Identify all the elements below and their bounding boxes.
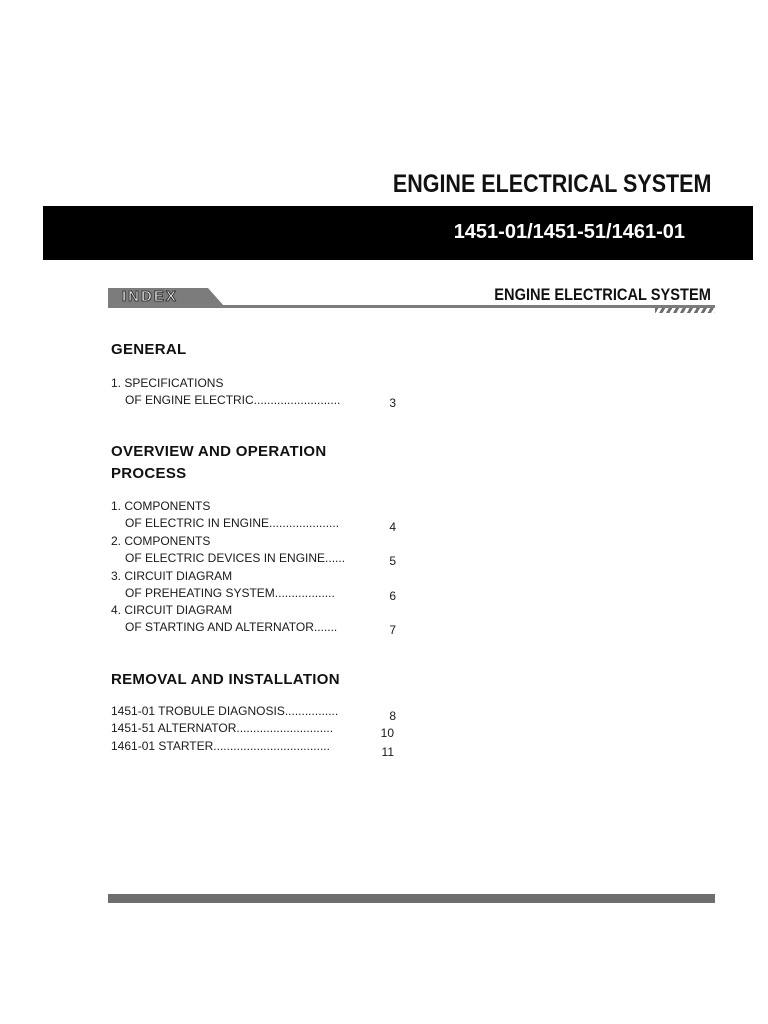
heading-general: GENERAL — [111, 341, 187, 358]
index-rule — [108, 305, 715, 308]
toc-entry-line1[interactable]: 4. CIRCUIT DIAGRAM — [111, 603, 233, 617]
toc-page-number: 3 — [389, 396, 396, 410]
toc-page-number: 5 — [389, 554, 396, 568]
toc-entry[interactable]: 1461-01 STARTER................................... — [111, 739, 330, 753]
toc-entry-line1[interactable]: 1. COMPONENTS — [111, 499, 211, 513]
toc-entry-line2[interactable]: OF PREHEATING SYSTEM.................. — [125, 586, 335, 600]
toc-entry-line1[interactable]: 1. SPECIFICATIONS — [111, 376, 224, 390]
toc-entry-line2[interactable]: OF ENGINE ELECTRIC.......................... — [125, 393, 341, 407]
document-title: ENGINE ELECTRICAL SYSTEM — [392, 170, 711, 198]
toc-page-number: 11 — [381, 745, 394, 759]
part-codes: 1451-01/1451-51/1461-01 — [453, 221, 685, 243]
toc-entry[interactable]: 1451-01 TROBULE DIAGNOSIS................ — [111, 704, 339, 718]
toc-entry-line2[interactable]: OF ELECTRIC IN ENGINE..................... — [125, 516, 340, 530]
hazard-stripes — [655, 308, 715, 313]
index-label: INDEX — [122, 288, 178, 305]
toc-page-number: 8 — [389, 709, 396, 723]
toc-page-number: 4 — [389, 520, 396, 534]
toc-entry-line2[interactable]: OF ELECTRIC DEVICES IN ENGINE...... — [125, 551, 346, 565]
heading-overview: OVERVIEW AND OPERATION — [111, 443, 327, 460]
toc-entry-line1[interactable]: 3. CIRCUIT DIAGRAM — [111, 569, 233, 583]
heading-removal: REMOVAL AND INSTALLATION — [111, 671, 340, 688]
toc-page-number: 7 — [389, 623, 396, 637]
footer-rule — [108, 894, 715, 903]
toc-page-number: 10 — [380, 726, 394, 740]
toc-entry[interactable]: 1451-51 ALTERNATOR............................. — [111, 721, 334, 735]
toc-entry-line2[interactable]: OF STARTING AND ALTERNATOR....... — [125, 620, 338, 634]
toc-entry-line1[interactable]: 2. COMPONENTS — [111, 534, 211, 548]
toc-page-number: 6 — [389, 589, 396, 603]
index-section-title: ENGINE ELECTRICAL SYSTEM — [494, 285, 711, 304]
heading-overview-cont: PROCESS — [111, 465, 187, 482]
